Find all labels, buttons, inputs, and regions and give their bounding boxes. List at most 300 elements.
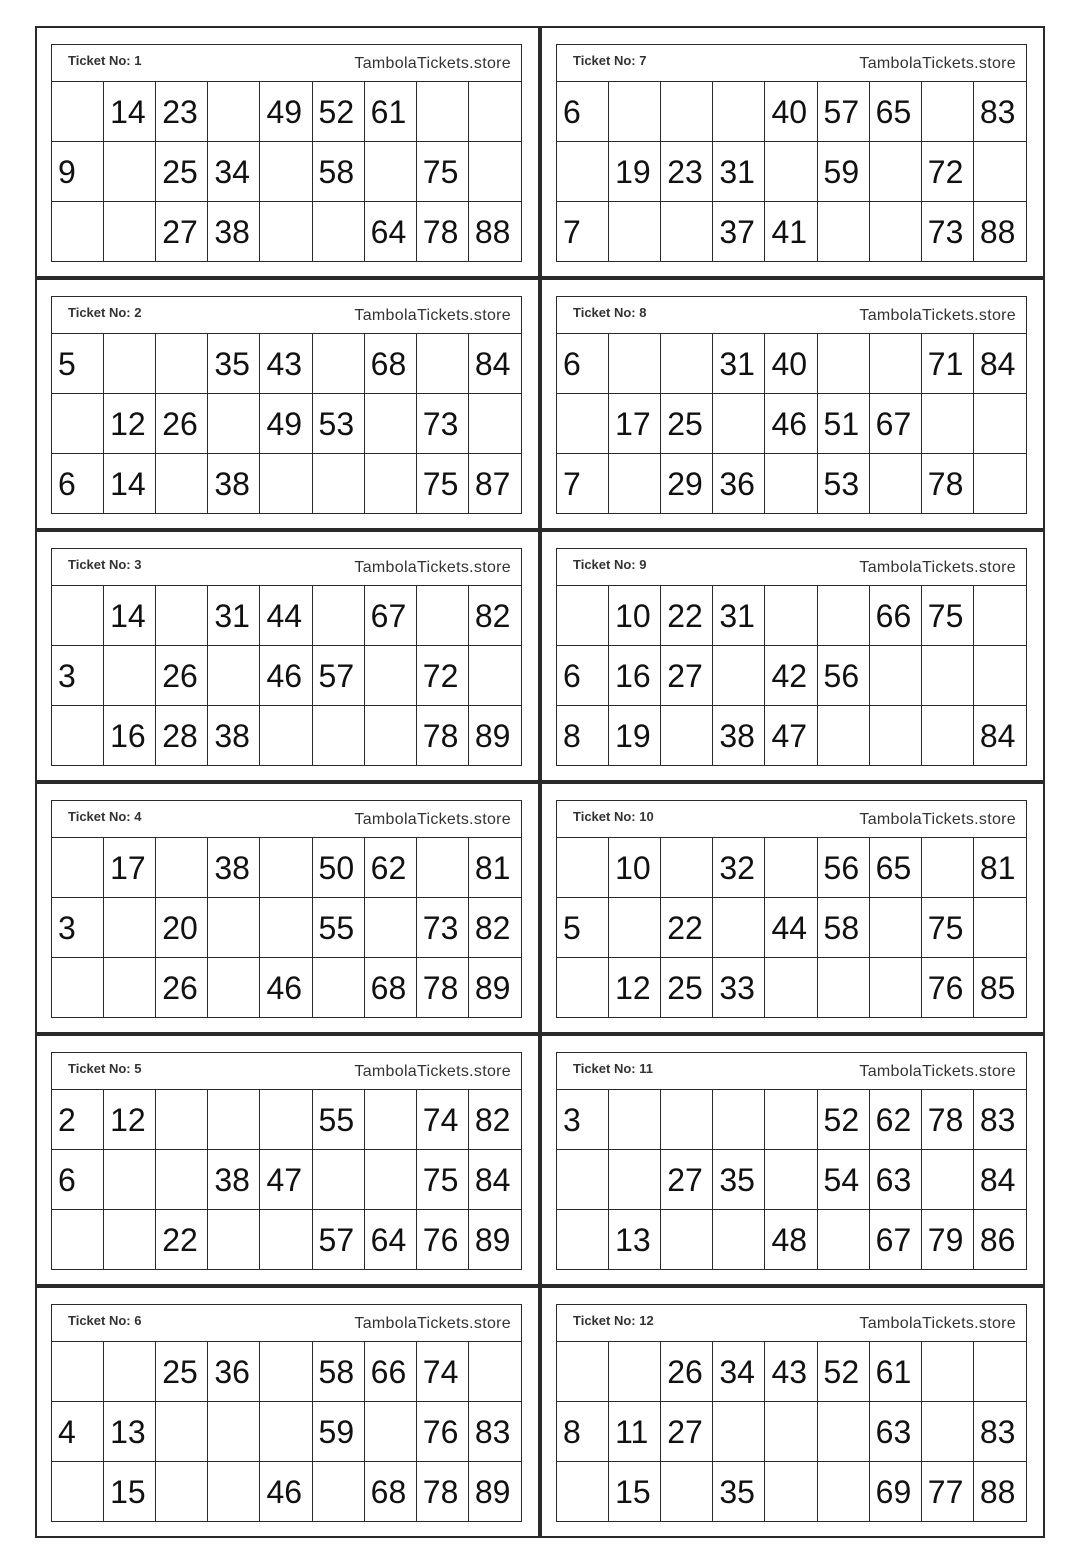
- grid-cell: [818, 958, 870, 1018]
- grid-cell: [365, 1402, 417, 1462]
- grid-cell: [313, 202, 365, 262]
- ticket-inner-frame: [51, 1304, 522, 1522]
- ticket-number: Ticket No: 3: [68, 557, 142, 572]
- grid-cell: [260, 898, 312, 958]
- grid-cell: 43: [260, 334, 312, 394]
- grid-cell: 69: [870, 1462, 922, 1522]
- grid-cell: [974, 394, 1026, 454]
- grid-cell: 8: [557, 1402, 609, 1462]
- grid-cell: 3: [52, 646, 104, 706]
- grid-cell: 61: [870, 1342, 922, 1402]
- grid-cell: 49: [260, 82, 312, 142]
- ticket-inner-frame: [556, 548, 1027, 766]
- grid-cell: 59: [818, 142, 870, 202]
- ticket-header: [52, 1305, 521, 1342]
- grid-cell: 89: [474, 1222, 511, 1258]
- grid-cell: [260, 1342, 312, 1402]
- grid-cell: [661, 202, 713, 262]
- grid-cell: [609, 202, 661, 262]
- grid-cell: 6: [557, 334, 609, 394]
- grid-cell: [313, 454, 365, 514]
- ticket-number: Ticket No: 1: [68, 53, 142, 68]
- grid-cell: [365, 1090, 417, 1150]
- grid-cell: [765, 586, 817, 646]
- grid-cell: 55: [313, 898, 365, 958]
- grid-cell: 74: [417, 1090, 469, 1150]
- grid-cell: 38: [713, 706, 765, 766]
- number-grid: [52, 1342, 521, 1522]
- grid-cell: 7: [557, 202, 609, 262]
- grid-cell: 12: [609, 958, 661, 1018]
- brand-label: TambolaTickets.store: [859, 55, 1016, 72]
- grid-cell: 66: [870, 586, 922, 646]
- grid-cell: [208, 1210, 260, 1270]
- grid-cell: [313, 586, 365, 646]
- grid-cell: 50: [313, 838, 365, 898]
- grid-cell: 9: [52, 142, 104, 202]
- ticket-number: Ticket No: 2: [68, 305, 142, 320]
- grid-cell: 78: [922, 1090, 974, 1150]
- grid-cell: 68: [365, 1462, 417, 1522]
- grid-cell: [765, 958, 817, 1018]
- grid-cell: [661, 838, 713, 898]
- ticket-header: [557, 297, 1026, 334]
- ticket-card: [35, 1034, 540, 1286]
- grid-cell: [104, 142, 156, 202]
- ticket-card: [540, 1034, 1045, 1286]
- grid-cell: 47: [260, 1150, 312, 1210]
- grid-cell: 13: [104, 1402, 156, 1462]
- grid-cell: 87: [474, 466, 511, 502]
- grid-cell: 64: [365, 1210, 417, 1270]
- grid-cell: 22: [156, 1210, 208, 1270]
- grid-cell: [818, 586, 870, 646]
- grid-cell: 40: [765, 82, 817, 142]
- grid-cell: 83: [469, 1402, 521, 1462]
- grid-cell: 54: [818, 1150, 870, 1210]
- grid-cell: 23: [156, 82, 208, 142]
- ticket-header: [557, 1305, 1026, 1342]
- grid-cell: [417, 82, 469, 142]
- grid-cell: 6: [557, 646, 609, 706]
- grid-cell: [208, 1402, 260, 1462]
- grid-cell: 83: [974, 1402, 1026, 1462]
- grid-cell: [365, 646, 417, 706]
- grid-cell: [818, 334, 870, 394]
- grid-cell: [765, 142, 817, 202]
- grid-cell: [818, 1402, 870, 1462]
- grid-cell: [922, 838, 974, 898]
- grid-cell: 53: [818, 454, 870, 514]
- grid-cell: 59: [313, 1402, 365, 1462]
- grid-cell: 15: [104, 1462, 156, 1522]
- grid-cell: [557, 1150, 609, 1210]
- grid-cell: [557, 1342, 609, 1402]
- ticket-card: [540, 278, 1045, 530]
- brand-label: TambolaTickets.store: [354, 55, 511, 72]
- grid-cell: [765, 454, 817, 514]
- number-grid: [557, 838, 1026, 1018]
- grid-cell: [713, 646, 765, 706]
- grid-cell: 68: [365, 958, 417, 1018]
- grid-cell: [156, 1462, 208, 1522]
- grid-cell: 84: [974, 334, 1026, 394]
- grid-cell: 65: [870, 82, 922, 142]
- grid-cell: 57: [313, 646, 365, 706]
- grid-cell: 4: [52, 1402, 104, 1462]
- grid-cell: 16: [609, 646, 661, 706]
- grid-cell: 38: [208, 454, 260, 514]
- grid-cell: 31: [208, 586, 260, 646]
- grid-cell: 44: [260, 586, 312, 646]
- grid-cell: 26: [661, 1342, 713, 1402]
- brand-label: TambolaTickets.store: [354, 811, 511, 828]
- grid-cell: [870, 706, 922, 766]
- ticket-header: [557, 45, 1026, 82]
- grid-cell: [922, 706, 974, 766]
- ticket-inner-frame: [556, 44, 1027, 262]
- grid-cell: [469, 82, 521, 142]
- grid-cell: 52: [818, 1090, 870, 1150]
- grid-cell: 56: [818, 838, 870, 898]
- grid-cell: [661, 1210, 713, 1270]
- grid-cell: [609, 1150, 661, 1210]
- grid-cell: 8: [557, 706, 609, 766]
- grid-cell: 22: [661, 586, 713, 646]
- grid-cell: [557, 958, 609, 1018]
- grid-cell: [661, 334, 713, 394]
- grid-cell: 11: [609, 1402, 661, 1462]
- grid-cell: 63: [870, 1402, 922, 1462]
- ticket-header: [52, 45, 521, 82]
- grid-cell: [661, 706, 713, 766]
- grid-cell: [557, 1462, 609, 1522]
- grid-cell: 27: [661, 1402, 713, 1462]
- grid-cell: 38: [208, 838, 260, 898]
- grid-cell: [974, 454, 1026, 514]
- ticket-number: Ticket No: 10: [573, 809, 654, 824]
- grid-cell: [765, 838, 817, 898]
- grid-cell: 12: [104, 1090, 156, 1150]
- grid-cell: [260, 1402, 312, 1462]
- grid-cell: [313, 1150, 365, 1210]
- grid-cell: [156, 586, 208, 646]
- grid-cell: [974, 1342, 1026, 1402]
- grid-cell: [765, 1462, 817, 1522]
- grid-cell: 10: [609, 586, 661, 646]
- number-grid: [557, 82, 1026, 262]
- grid-cell: [922, 1402, 974, 1462]
- grid-cell: 38: [208, 706, 260, 766]
- brand-label: TambolaTickets.store: [859, 811, 1016, 828]
- grid-cell: 25: [156, 142, 208, 202]
- grid-cell: [609, 1090, 661, 1150]
- ticket-inner-frame: [556, 1304, 1027, 1522]
- grid-cell: 33: [713, 958, 765, 1018]
- grid-cell: [208, 898, 260, 958]
- grid-cell: 26: [156, 646, 208, 706]
- grid-cell: [870, 334, 922, 394]
- grid-cell: [52, 586, 104, 646]
- grid-cell: 35: [713, 1150, 765, 1210]
- number-grid: [557, 1090, 1026, 1270]
- grid-cell: 55: [313, 1090, 365, 1150]
- grid-cell: 81: [469, 838, 521, 898]
- number-grid: [52, 838, 521, 1018]
- grid-cell: [365, 706, 417, 766]
- grid-cell: 27: [156, 202, 208, 262]
- grid-cell: [365, 142, 417, 202]
- brand-label: TambolaTickets.store: [354, 307, 511, 324]
- ticket-header: [52, 297, 521, 334]
- grid-cell: [156, 1150, 208, 1210]
- grid-cell: 2: [52, 1090, 104, 1150]
- grid-cell: 75: [922, 898, 974, 958]
- grid-cell: 36: [713, 454, 765, 514]
- grid-cell: 67: [365, 586, 417, 646]
- grid-cell: [469, 646, 521, 706]
- grid-cell: [260, 1090, 312, 1150]
- grid-cell: [974, 898, 1026, 958]
- grid-cell: 77: [922, 1462, 974, 1522]
- grid-cell: 14: [104, 586, 156, 646]
- ticket-header: [52, 801, 521, 838]
- ticket-header: [52, 549, 521, 586]
- grid-cell: 40: [765, 334, 817, 394]
- grid-cell: [365, 454, 417, 514]
- grid-cell: 16: [104, 706, 156, 766]
- grid-cell: 78: [922, 454, 974, 514]
- grid-cell: [260, 1210, 312, 1270]
- grid-cell: 88: [979, 214, 1016, 250]
- brand-label: TambolaTickets.store: [859, 1315, 1016, 1332]
- ticket-inner-frame: [51, 44, 522, 262]
- brand-label: TambolaTickets.store: [859, 307, 1016, 324]
- ticket-card: [35, 530, 540, 782]
- ticket-number: Ticket No: 9: [573, 557, 647, 572]
- grid-cell: [104, 1210, 156, 1270]
- grid-cell: [208, 1462, 260, 1522]
- brand-label: TambolaTickets.store: [354, 1315, 511, 1332]
- grid-cell: 20: [156, 898, 208, 958]
- grid-cell: [922, 1342, 974, 1402]
- grid-cell: 46: [260, 1462, 312, 1522]
- grid-cell: 78: [417, 706, 469, 766]
- grid-cell: [922, 1150, 974, 1210]
- grid-cell: [818, 202, 870, 262]
- brand-label: TambolaTickets.store: [354, 1063, 511, 1080]
- ticket-header: [557, 1053, 1026, 1090]
- ticket-number: Ticket No: 11: [573, 1061, 653, 1076]
- grid-cell: 76: [417, 1402, 469, 1462]
- grid-cell: [922, 394, 974, 454]
- grid-cell: 78: [417, 1462, 469, 1522]
- ticket-header: [557, 549, 1026, 586]
- grid-cell: [609, 334, 661, 394]
- grid-cell: [818, 1462, 870, 1522]
- grid-cell: [469, 142, 521, 202]
- ticket-card: [35, 782, 540, 1034]
- ticket-card: [540, 782, 1045, 1034]
- ticket-sheet: [35, 26, 1045, 1538]
- grid-cell: [365, 898, 417, 958]
- grid-cell: [208, 958, 260, 1018]
- grid-cell: [52, 958, 104, 1018]
- grid-cell: [208, 1090, 260, 1150]
- grid-cell: 28: [156, 706, 208, 766]
- grid-cell: 53: [313, 394, 365, 454]
- grid-cell: 46: [260, 958, 312, 1018]
- ticket-header: [557, 801, 1026, 838]
- ticket-inner-frame: [51, 548, 522, 766]
- grid-cell: 82: [469, 898, 521, 958]
- grid-cell: 72: [922, 142, 974, 202]
- number-grid: [52, 586, 521, 766]
- grid-cell: [974, 142, 1026, 202]
- grid-cell: 6: [52, 454, 104, 514]
- brand-label: TambolaTickets.store: [859, 559, 1016, 576]
- grid-cell: 78: [417, 202, 469, 262]
- grid-cell: 6: [557, 82, 609, 142]
- grid-cell: [557, 838, 609, 898]
- grid-cell: [713, 394, 765, 454]
- grid-cell: 46: [260, 646, 312, 706]
- grid-cell: 83: [974, 82, 1026, 142]
- grid-cell: 36: [208, 1342, 260, 1402]
- grid-cell: 23: [661, 142, 713, 202]
- grid-cell: [104, 202, 156, 262]
- grid-cell: 43: [765, 1342, 817, 1402]
- grid-cell: [156, 1090, 208, 1150]
- ticket-card: [540, 1286, 1045, 1538]
- grid-cell: [104, 334, 156, 394]
- grid-cell: 25: [661, 958, 713, 1018]
- grid-cell: 42: [765, 646, 817, 706]
- grid-cell: 58: [313, 1342, 365, 1402]
- grid-cell: 38: [208, 1150, 260, 1210]
- grid-cell: [208, 82, 260, 142]
- grid-cell: [469, 394, 521, 454]
- grid-cell: [661, 1090, 713, 1150]
- ticket-card: [35, 1286, 540, 1538]
- ticket-number: Ticket No: 8: [573, 305, 647, 320]
- grid-cell: [818, 1210, 870, 1270]
- grid-cell: [52, 82, 104, 142]
- grid-cell: [922, 646, 974, 706]
- grid-cell: 83: [974, 1090, 1026, 1150]
- grid-cell: 67: [870, 394, 922, 454]
- ticket-inner-frame: [51, 1052, 522, 1270]
- grid-cell: 62: [870, 1090, 922, 1150]
- grid-cell: 48: [765, 1210, 817, 1270]
- grid-cell: 72: [417, 646, 469, 706]
- grid-cell: [52, 394, 104, 454]
- grid-cell: 86: [979, 1222, 1016, 1258]
- ticket-card: [540, 530, 1045, 782]
- ticket-card: [540, 26, 1045, 278]
- grid-cell: 75: [417, 1150, 469, 1210]
- grid-cell: 26: [156, 394, 208, 454]
- grid-cell: 47: [765, 706, 817, 766]
- grid-cell: [156, 334, 208, 394]
- grid-cell: [713, 1402, 765, 1462]
- grid-cell: 62: [365, 838, 417, 898]
- grid-cell: [870, 898, 922, 958]
- grid-cell: 27: [661, 1150, 713, 1210]
- brand-label: TambolaTickets.store: [354, 559, 511, 576]
- grid-cell: [557, 1210, 609, 1270]
- grid-cell: [156, 838, 208, 898]
- ticket-number: Ticket No: 4: [68, 809, 142, 824]
- grid-cell: 89: [474, 718, 511, 754]
- grid-cell: 31: [713, 334, 765, 394]
- grid-cell: [765, 1150, 817, 1210]
- grid-cell: 15: [609, 1462, 661, 1522]
- grid-cell: 73: [922, 202, 974, 262]
- grid-cell: 74: [417, 1342, 469, 1402]
- grid-cell: 65: [870, 838, 922, 898]
- grid-cell: 35: [713, 1462, 765, 1522]
- ticket-number: Ticket No: 6: [68, 1313, 142, 1328]
- grid-cell: [365, 1150, 417, 1210]
- grid-cell: [156, 1402, 208, 1462]
- grid-cell: 19: [609, 142, 661, 202]
- brand-label: TambolaTickets.store: [859, 1063, 1016, 1080]
- grid-cell: [52, 706, 104, 766]
- grid-cell: 58: [313, 142, 365, 202]
- grid-cell: 82: [469, 586, 521, 646]
- grid-cell: 76: [922, 958, 974, 1018]
- grid-cell: [609, 898, 661, 958]
- grid-cell: [469, 1342, 521, 1402]
- grid-cell: [870, 454, 922, 514]
- grid-cell: [557, 142, 609, 202]
- grid-cell: 89: [474, 1474, 511, 1510]
- grid-cell: 67: [870, 1210, 922, 1270]
- grid-cell: 5: [52, 334, 104, 394]
- grid-cell: 44: [765, 898, 817, 958]
- grid-cell: 6: [52, 1150, 104, 1210]
- grid-cell: 29: [661, 454, 713, 514]
- grid-cell: 88: [979, 1474, 1016, 1510]
- grid-cell: 13: [609, 1210, 661, 1270]
- ticket-inner-frame: [51, 296, 522, 514]
- grid-cell: 57: [818, 82, 870, 142]
- grid-cell: 19: [609, 706, 661, 766]
- grid-cell: 49: [260, 394, 312, 454]
- grid-cell: 84: [974, 1150, 1026, 1210]
- grid-cell: 37: [713, 202, 765, 262]
- grid-cell: 63: [870, 1150, 922, 1210]
- grid-cell: [974, 646, 1026, 706]
- ticket-header: [52, 1053, 521, 1090]
- number-grid: [52, 82, 521, 262]
- grid-cell: [260, 838, 312, 898]
- grid-cell: 32: [713, 838, 765, 898]
- grid-cell: 73: [417, 394, 469, 454]
- grid-cell: [713, 1210, 765, 1270]
- grid-cell: 57: [313, 1210, 365, 1270]
- grid-cell: 78: [417, 958, 469, 1018]
- grid-cell: [52, 1210, 104, 1270]
- grid-cell: [661, 82, 713, 142]
- grid-cell: 66: [365, 1342, 417, 1402]
- number-grid: [557, 1342, 1026, 1522]
- grid-cell: 25: [156, 1342, 208, 1402]
- ticket-inner-frame: [556, 296, 1027, 514]
- grid-cell: [52, 1342, 104, 1402]
- grid-cell: 82: [469, 1090, 521, 1150]
